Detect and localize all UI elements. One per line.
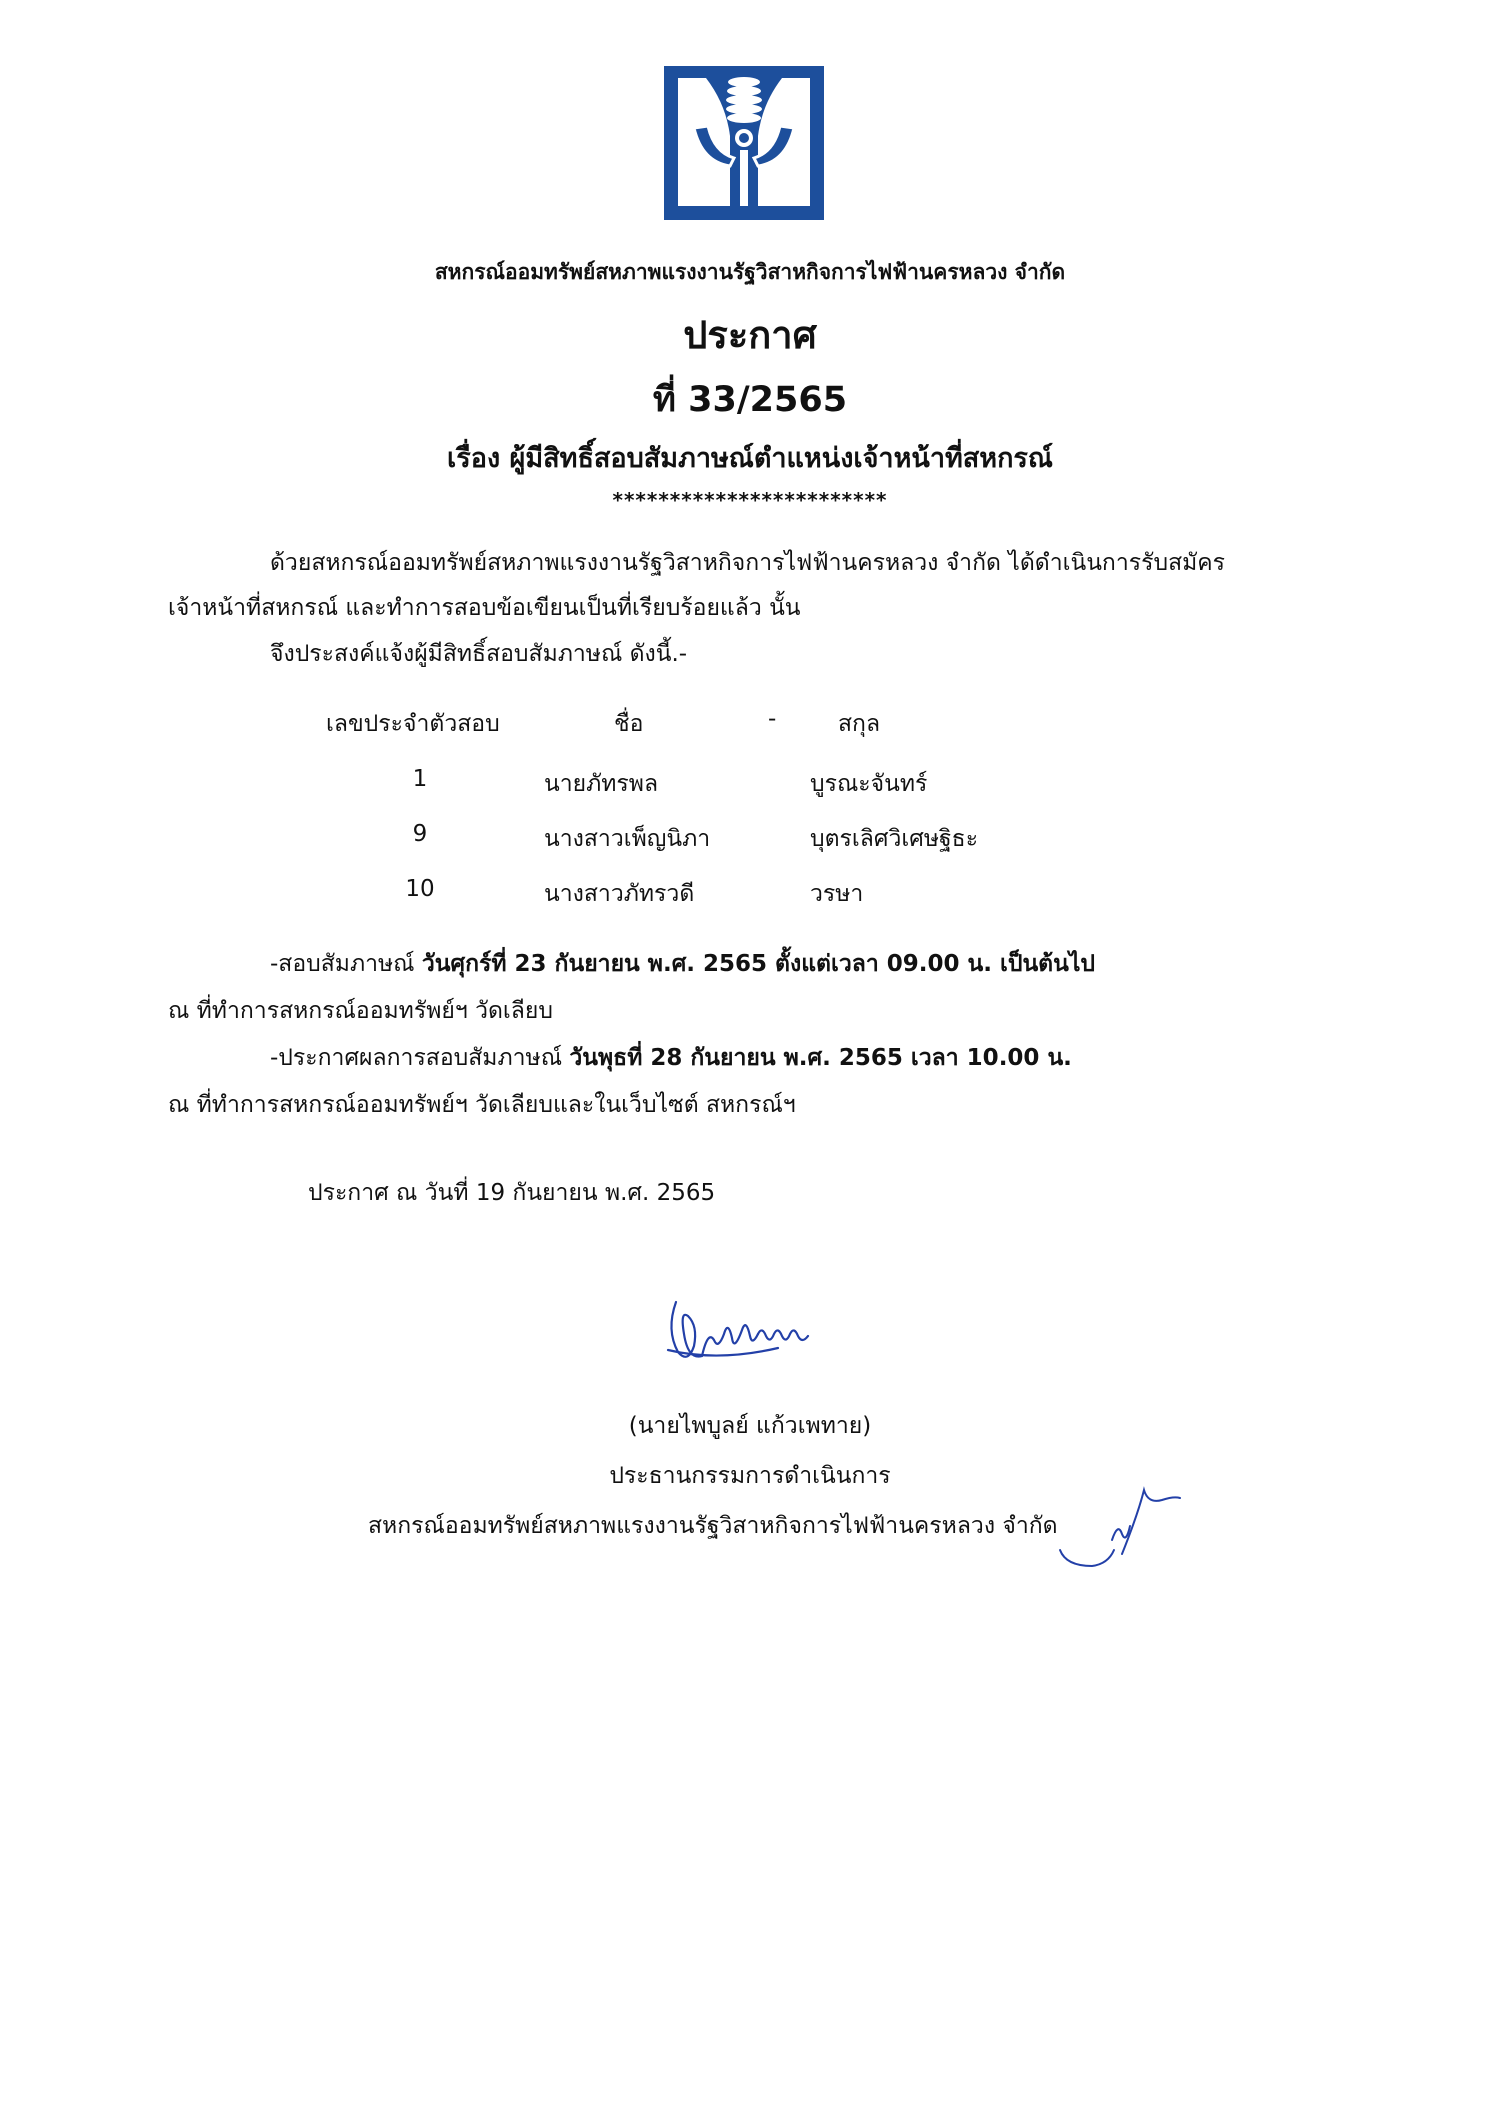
intro-line-2: เจ้าหน้าที่สหกรณ์ และทำการสอบข้อเขียนเป็นที่เรียบร้อยแล้ว นั้น — [168, 595, 801, 621]
cooperative-logo-icon — [664, 66, 824, 220]
column-header-surname: สกุล — [838, 711, 881, 737]
candidate-id: 1 — [412, 766, 428, 792]
signatory-position: ประธานกรรมการดำเนินการ — [609, 1463, 891, 1489]
signatory-name: (นายไพบูลย์ แก้วเพทาย) — [628, 1413, 872, 1439]
result-label: -ประกาศผลการสอบสัมภาษณ์ — [270, 1045, 570, 1071]
interview-label: -สอบสัมภาษณ์ — [270, 951, 422, 977]
candidate-surname: บูรณะจันทร์ — [810, 771, 928, 797]
interview-schedule — [270, 946, 1095, 982]
initial-mark-icon — [1052, 1484, 1182, 1574]
asterisk-divider: ************************ — [612, 488, 888, 512]
document-subject: เรื่อง ผู้มีสิทธิ์สอบสัมภาษณ์ตำแหน่งเจ้าหน้าที่สหกรณ์ — [447, 443, 1053, 474]
announcement-date: ประกาศ ณ วันที่ 19 กันยายน พ.ศ. 2565 — [308, 1180, 716, 1206]
document-number: ที่ 33/2565 — [652, 380, 848, 420]
candidate-id: 9 — [412, 821, 428, 847]
column-header-name: ชื่อ — [614, 711, 644, 737]
interview-location: ณ ที่ทำการสหกรณ์ออมทรัพย์ฯ วัดเลียบ — [168, 998, 553, 1024]
result-schedule — [270, 1040, 1072, 1076]
column-header-id: เลขประจำตัวสอบ — [326, 711, 500, 737]
result-location: ณ ที่ทำการสหกรณ์ออมทรัพย์ฯ วัดเลียบและในเว็บไซต์ สหกรณ์ฯ — [168, 1092, 796, 1118]
intro-line-3: จึงประสงค์แจ้งผู้มีสิทธิ์สอบสัมภาษณ์ ดังนี้.- — [270, 641, 688, 667]
signatory-organization: สหกรณ์ออมทรัพย์สหภาพแรงงานรัฐวิสาหกิจการไฟฟ้านครหลวง จำกัด — [368, 1513, 1058, 1539]
result-datetime: วันพุธที่ 28 กันยายน พ.ศ. 2565 เวลา 10.00 น. — [569, 1045, 1072, 1071]
column-header-dash: - — [768, 706, 777, 732]
candidate-name: นายภัทรพล — [544, 771, 659, 797]
signature-icon — [658, 1290, 828, 1370]
interview-datetime: วันศุกร์ที่ 23 กันยายน พ.ศ. 2565 ตั้งแต่เวลา 09.00 น. เป็นต้นไป — [421, 951, 1096, 977]
candidate-name: นางสาวเพ็ญนิภา — [544, 826, 711, 852]
candidate-name: นางสาวภัทรวดี — [544, 881, 695, 907]
organization-header: สหกรณ์ออมทรัพย์สหภาพแรงงานรัฐวิสาหกิจการไฟฟ้านครหลวง จำกัด — [434, 260, 1066, 284]
candidate-surname: วรษา — [810, 881, 864, 907]
intro-line-1: ด้วยสหกรณ์ออมทรัพย์สหภาพแรงงานรัฐวิสาหกิจการไฟฟ้านครหลวง จำกัด ได้ดำเนินการรับสมัคร — [270, 550, 1226, 576]
candidate-id: 10 — [405, 876, 435, 902]
candidate-surname: บุตรเลิศวิเศษฐิธะ — [810, 826, 979, 852]
document-title: ประกาศ — [683, 313, 817, 357]
